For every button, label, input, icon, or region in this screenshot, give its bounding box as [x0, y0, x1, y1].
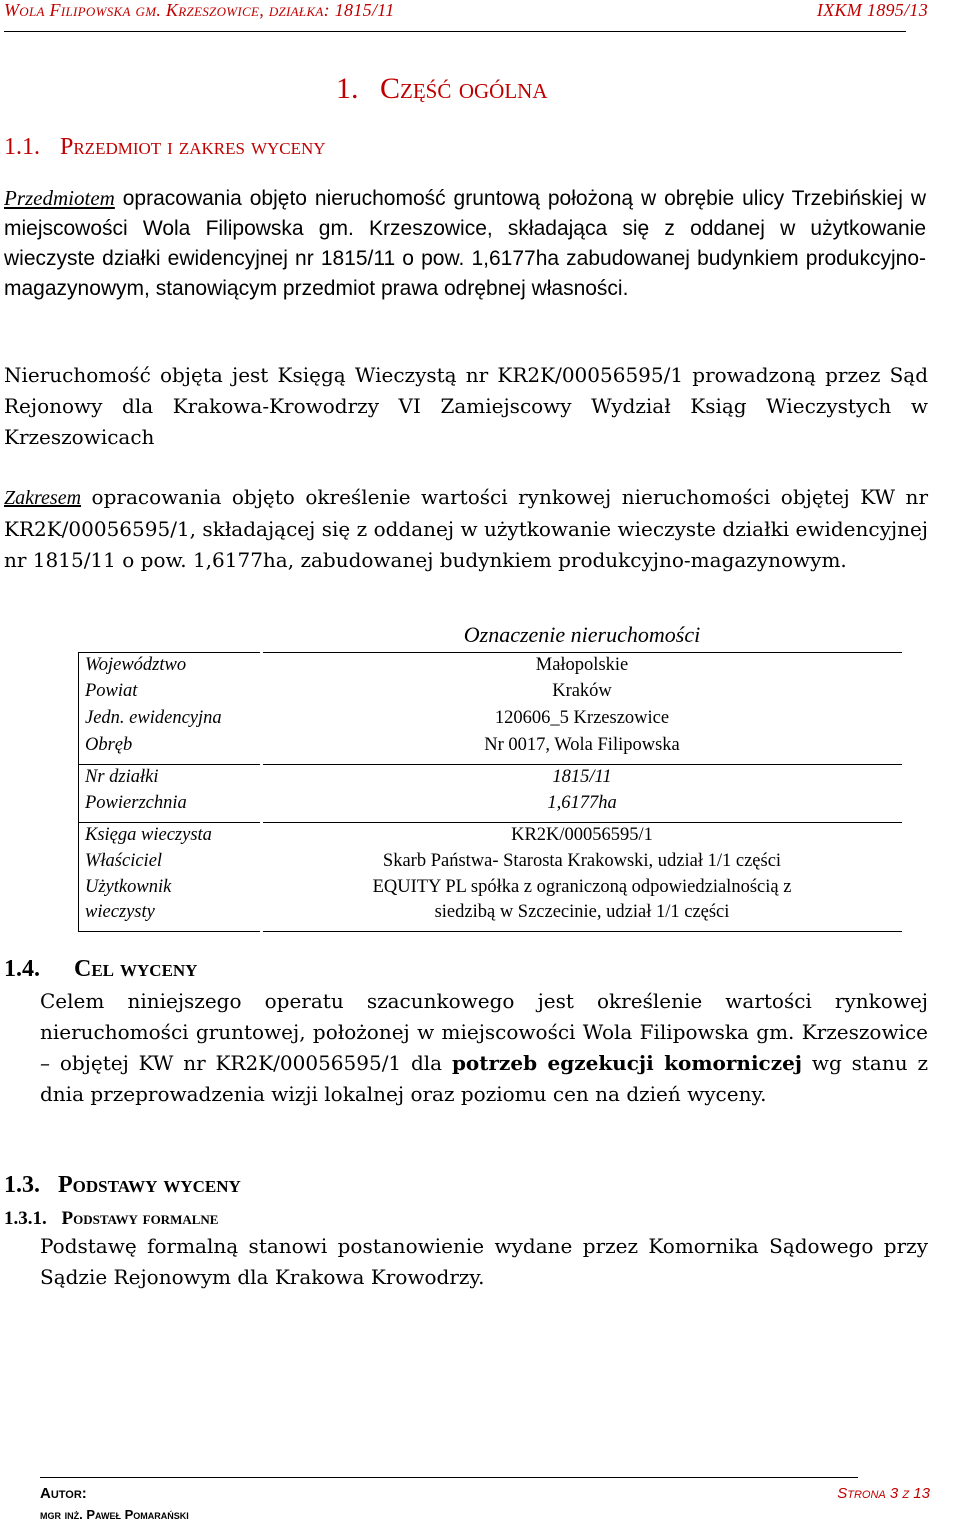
- table-label: Obręb: [85, 735, 133, 755]
- section-title: Cel wyceny: [74, 956, 198, 982]
- header-left: Wola Filipowska gm. Krzeszowice, działka: 1815/11: [4, 0, 395, 20]
- table-rule: [263, 822, 902, 823]
- paragraph-formal-basis: Podstawę formalną stanowi postanowienie wydane przez Komornika Sądowego przy Sądzie Rejonowym dla Krakowa Krowodrzy.: [40, 1234, 928, 1289]
- paragraph-lead: Przedmiotem: [4, 186, 115, 210]
- table-value: 120606_5 Krzeszowice: [494, 708, 670, 728]
- table-label: Powiat: [85, 681, 138, 701]
- section-number: 1.1.: [4, 134, 40, 160]
- paragraph-bold: potrzeb egzekucji komorniczej: [451, 1051, 803, 1075]
- paragraph-purpose: [40, 986, 928, 1110]
- table-label: Powierzchnia: [85, 793, 187, 813]
- table-rule: [78, 652, 260, 653]
- table-rule: [78, 931, 260, 932]
- section-title: Podstawy formalne: [61, 1208, 219, 1229]
- table-label: Właściciel: [85, 851, 163, 871]
- table-label: Użytkownik: [85, 877, 172, 897]
- table-value: 1815/11: [552, 767, 612, 787]
- section-title: Część ogólna: [380, 72, 548, 105]
- table-label: wieczysty: [85, 902, 155, 922]
- table-value: Małopolskie: [535, 655, 629, 675]
- table-title: Oznaczenie nieruchomości: [463, 622, 701, 647]
- footer-author-label: Autor:: [40, 1485, 87, 1502]
- paragraph-text: opracowania objęto określenie wartości rynkowej nieruchomości objętej KW nr KR2K/00056595/1, składającej się z oddanej w użytkowanie wieczyste działki ewidencyjnej nr 1815/11 o pow. 1,6177ha, zabudowanej budynkiem produkcyjno-magazynowym.: [4, 485, 928, 572]
- section-1-3-heading: [4, 1172, 241, 1199]
- table-label: Województwo: [85, 655, 187, 675]
- table-label: Księga wieczysta: [85, 825, 212, 845]
- table-left-border: [78, 652, 79, 932]
- footer-page-number: Strona 3 z 13: [837, 1485, 930, 1502]
- footer-rule: [40, 1477, 858, 1478]
- table-value: EQUITY PL spółka z ograniczoną odpowiedzialnością z: [372, 877, 792, 897]
- table-rule: [263, 652, 902, 653]
- table-rule: [263, 764, 902, 765]
- paragraph-land-register: Nieruchomość objęta jest Księgą Wieczystą nr KR2K/00056595/1 prowadzoną przez Sąd Rejonowy dla Krakowa-Krowodrzy VI Zamiejscowy Wydział Ksiąg Wieczystych w Krzeszowicach: [4, 363, 928, 449]
- table-value: siedzibą w Szczecinie, udział 1/1 części: [434, 902, 730, 922]
- section-number: 1.3.: [4, 1172, 40, 1198]
- header-right: IXKM 1895/13: [816, 0, 928, 20]
- paragraph-text: Celem niniejszego operatu szacunkowego jest określenie wartości rynkowej nieruchomości gruntowej, położonej w miejscowości Wola Filipowska gm. Krzeszowice – objętej KW nr KR2K/00056595/1 dla: [40, 989, 928, 1075]
- table-label: Jedn. ewidencyjna: [85, 708, 222, 728]
- paragraph-lead: Zakresem: [4, 487, 82, 509]
- section-number: 1.4.: [4, 956, 40, 982]
- table-value: Nr 0017, Wola Filipowska: [484, 735, 680, 755]
- section-number: 1.: [336, 72, 359, 105]
- footer-author-name: mgr inż. Paweł Pomarański: [40, 1507, 189, 1522]
- paragraph-text: wg stanu z dnia przeprowadzenia wizji lokalnej oraz poziomu cen na dzień wyceny.: [40, 1051, 928, 1106]
- section-title: Przedmiot i zakres wyceny: [60, 134, 326, 160]
- table-rule: [263, 931, 902, 932]
- section-number: 1.3.1.: [4, 1208, 47, 1229]
- section-1-4-heading: [4, 956, 197, 983]
- table-value: Kraków: [552, 681, 612, 701]
- table-rule: [78, 822, 260, 823]
- section-title: Podstawy wyceny: [58, 1172, 241, 1198]
- paragraph-text: opracowania objęto nieruchomość gruntową położoną w obrębie ulicy Trzebińskiej w miejscowości Wola Filipowska gm. Krzeszowice, składająca się z oddanej w użytkowanie wieczyste działki ewidencyjnej nr 1815/11 o pow. 1,6177ha zabudowanej budynkiem produkcyjno-magazynowym, stanowiącym przedmiot prawa odrębnej własności.: [4, 187, 926, 300]
- table-value: Skarb Państwa- Starosta Krakowski, udział 1/1 części: [382, 851, 782, 871]
- table-value: KR2K/00056595/1: [511, 825, 653, 845]
- table-value: 1,6177ha: [547, 793, 617, 813]
- table-rule: [78, 764, 260, 765]
- section-1-3-1-heading: [4, 1208, 218, 1230]
- table-label: Nr działki: [85, 767, 159, 787]
